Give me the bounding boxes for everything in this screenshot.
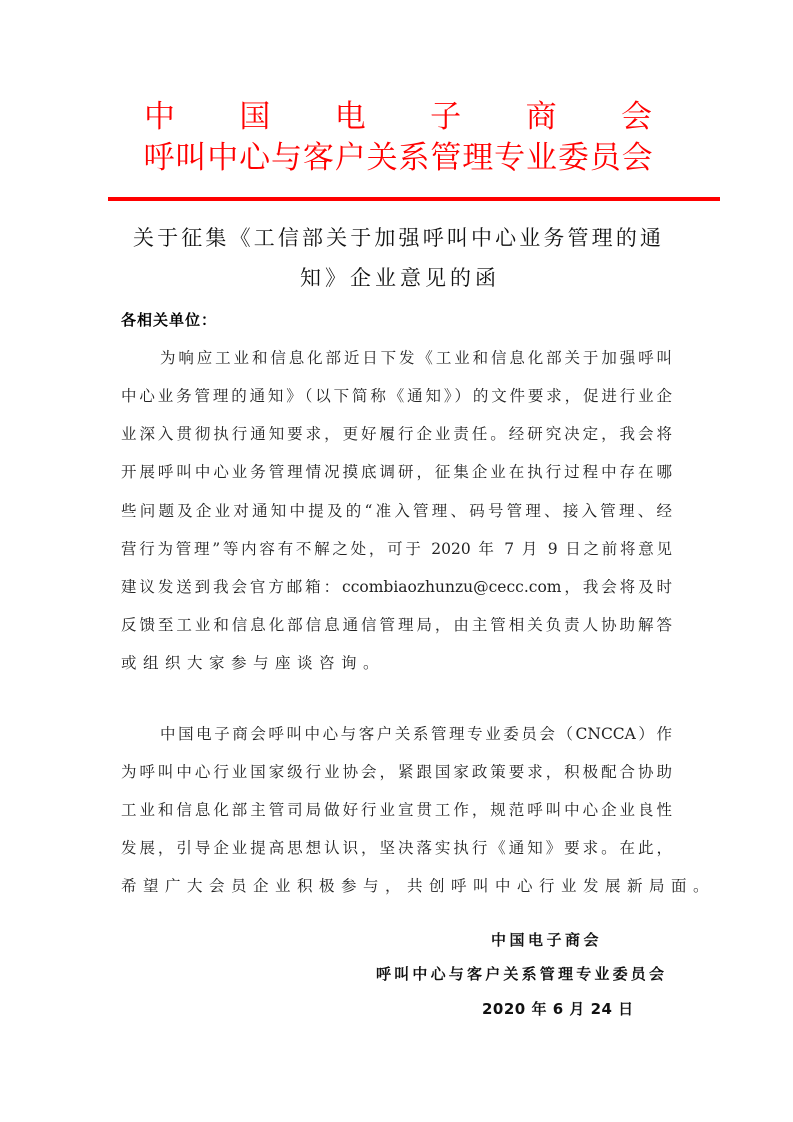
title-char: 加 <box>374 226 396 250</box>
letterhead-char: 委 <box>557 140 589 176</box>
letterhead-char: 专 <box>494 140 526 176</box>
title-char: 中 <box>470 226 492 250</box>
paragraph-line: 开展呼叫中心业务管理情况摸底调研，征集企业在执行过程中存在哪 <box>121 463 672 481</box>
title-char: 企 <box>350 266 371 290</box>
paragraph-line: 中心业务管理的通知》（以下简称《通知》）的文件要求，促进行业企 <box>121 387 672 405</box>
paragraph-line: 中国电子商会呼叫中心与客户关系管理专业委员会（CNCCA）作 <box>160 725 672 743</box>
signature-organization: 中国电子商会 <box>491 931 603 949</box>
title-char: 呼 <box>422 226 444 250</box>
title-char: 信 <box>277 226 299 250</box>
title-char: 》 <box>325 266 346 290</box>
letterhead-char: 会 <box>620 99 652 135</box>
title-char: 集 <box>205 226 227 250</box>
letterhead-char: 系 <box>398 140 430 176</box>
title-char: 业 <box>375 266 396 290</box>
paragraph-line: 发展，引导企业提高思想认识，坚决落实执行《通知》要求。在此， <box>121 839 672 857</box>
signature-committee: 呼叫中心与客户关系管理专业委员会 <box>376 965 668 983</box>
document-title-line2 <box>300 265 496 291</box>
letterhead-char: 员 <box>589 140 621 176</box>
title-char: 意 <box>400 266 421 290</box>
letterhead-char: 心 <box>239 140 271 176</box>
paragraph-line: 营行为管理”等内容有不解之处，可于 2020 年 7 月 9 日之前将意见 <box>121 540 672 558</box>
letterhead-char: 客 <box>302 140 334 176</box>
paragraph-line: 些问题及企业对通知中提及的“准入管理、码号管理、接入管理、经 <box>121 502 672 520</box>
letterhead-char: 与 <box>270 140 302 176</box>
letterhead-char: 管 <box>430 140 462 176</box>
title-char: 业 <box>519 226 541 250</box>
letterhead-char: 国 <box>239 99 271 135</box>
letterhead-red-rule <box>108 197 720 201</box>
title-char: 通 <box>639 226 661 250</box>
title-char: 于 <box>350 226 372 250</box>
paragraph-line: 或组织大家参与座谈咨询。 <box>121 654 386 672</box>
letterhead-char: 子 <box>430 99 462 135</box>
paragraph-line: 希望广大会员企业积极参与，共创呼叫中心行业发展新局面。 <box>121 877 716 895</box>
title-char: 部 <box>301 226 323 250</box>
document-title-line1 <box>133 225 661 251</box>
title-char: 工 <box>253 226 275 250</box>
letterhead-committee <box>143 140 653 176</box>
paragraph-line: 为响应工业和信息化部近日下发《工业和信息化部关于加强呼叫 <box>160 349 672 367</box>
letterhead-char: 呼 <box>143 140 175 176</box>
title-char: 管 <box>567 226 589 250</box>
salutation: 各相关单位： <box>121 311 218 329</box>
title-char: 见 <box>425 266 446 290</box>
letterhead-char: 电 <box>334 99 366 135</box>
title-char: 于 <box>157 226 179 250</box>
title-char: 函 <box>475 266 496 290</box>
title-char: 理 <box>591 226 613 250</box>
letterhead-char: 会 <box>621 140 653 176</box>
letterhead-char: 中 <box>144 99 175 135</box>
title-char: 叫 <box>446 226 468 250</box>
paragraph-line-with-email: 建议发送到我会官方邮箱：ccombiaozhunzu@cecc.com，我会将及时 <box>121 578 672 596</box>
title-char: 征 <box>181 226 203 250</box>
letterhead-organization <box>143 99 653 135</box>
signature-date: 2020 年 6 月 24 日 <box>482 1000 634 1018</box>
title-char: 关 <box>326 226 348 250</box>
letterhead-char: 商 <box>525 99 557 135</box>
letterhead-char: 叫 <box>175 140 207 176</box>
title-char: 关 <box>133 226 154 250</box>
letterhead-char: 业 <box>525 140 557 176</box>
paragraph-line: 为呼叫中心行业国家级行业协会，紧跟国家政策要求，积极配合协助 <box>121 763 672 781</box>
paragraph-line: 反馈至工业和信息化部信息通信管理局，由主管相关负责人协助解答 <box>121 616 672 634</box>
title-char: 强 <box>398 226 420 250</box>
letterhead-char: 户 <box>334 140 366 176</box>
letterhead-char: 中 <box>207 140 239 176</box>
title-char: 《 <box>229 226 251 250</box>
title-char: 的 <box>450 266 471 290</box>
title-char: 知 <box>300 266 321 290</box>
title-char: 心 <box>495 226 517 250</box>
paragraph-line: 工业和信息化部主管司局做好行业宣贯工作，规范呼叫中心企业良性 <box>121 801 672 819</box>
letterhead-char: 理 <box>462 140 494 176</box>
title-char: 的 <box>615 226 637 250</box>
paragraph-line: 业深入贯彻执行通知要求，更好履行企业责任。经研究决定，我会将 <box>121 425 672 443</box>
letterhead-char: 关 <box>366 140 398 176</box>
title-char: 务 <box>543 226 565 250</box>
